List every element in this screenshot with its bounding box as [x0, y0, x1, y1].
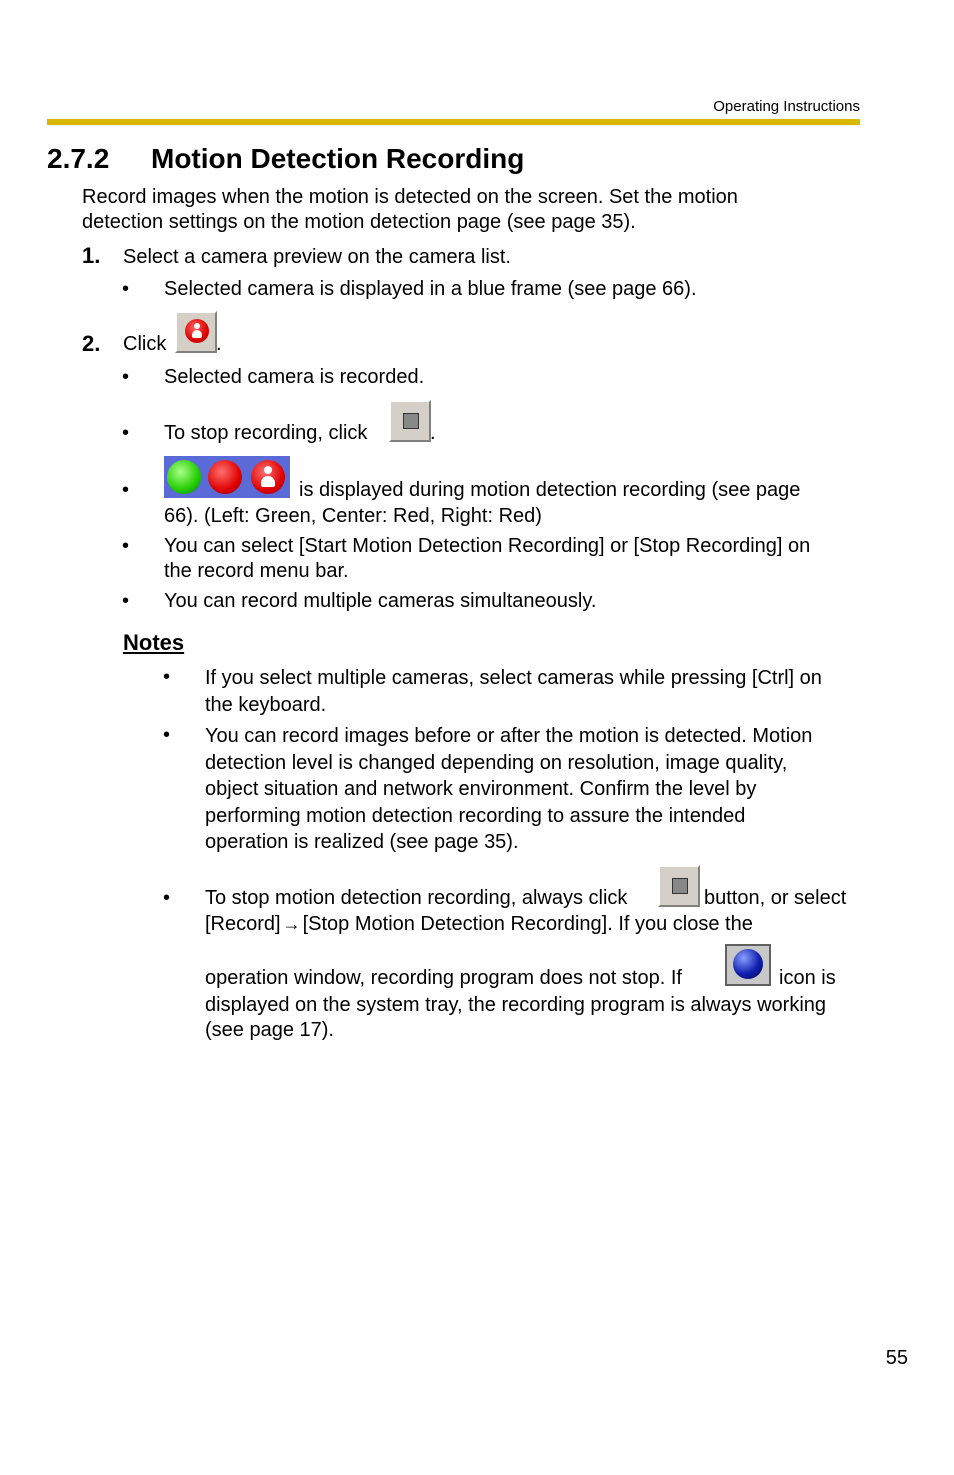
punctuation: . [430, 422, 436, 444]
note-text [205, 665, 822, 719]
bullet: • [122, 479, 130, 501]
punctuation: . [216, 333, 222, 355]
note-line: object situation and network environment. Confirm the level by [205, 778, 757, 800]
section-title [47, 143, 524, 175]
note-text: icon is [779, 967, 836, 989]
bullet-text: 66). (Left: Green, Center: Red, Right: Red) [164, 505, 542, 527]
bullet-text [164, 534, 810, 584]
note-line: If you select multiple cameras, select cameras while pressing [Ctrl] on [205, 667, 822, 689]
note-text [205, 723, 812, 856]
motion-record-status-icon [251, 460, 285, 494]
note-text: To stop motion detection recording, always click [205, 887, 628, 909]
note-line: (see page 17). [205, 1019, 334, 1041]
note-line: performing motion detection recording to assure the intended [205, 804, 746, 827]
header-rule [47, 119, 860, 125]
step-number: 2. [82, 331, 101, 356]
bullet-text: is displayed during motion detection recording (see page [299, 479, 801, 501]
intro-paragraph [82, 185, 862, 235]
intro-line: detection settings on the motion detection page (see page 35). [82, 211, 636, 233]
note-text: button, or select [704, 887, 847, 909]
note-line: detection level is changed depending on resolution, image quality, [205, 751, 788, 774]
page-number: 55 [885, 1347, 908, 1369]
step-click-text: Click [123, 333, 167, 355]
bullet: • [122, 366, 130, 388]
menu-stop-motion: [Stop Motion Detection Recording]. If you close the [302, 913, 753, 935]
note-line: You can record images before or after the motion is detected. Motion [205, 725, 813, 747]
bullet: • [122, 422, 130, 444]
red-status-icon [208, 460, 242, 494]
note-line: the keyboard. [205, 694, 327, 716]
bullet: • [163, 666, 171, 688]
stop-icon [389, 400, 431, 442]
note-line: displayed on the system tray, the recording program is always working [205, 994, 827, 1016]
note-text: operation window, recording program does not stop. If [205, 967, 682, 989]
stop-button[interactable] [389, 400, 431, 442]
section-number: 2.7.2 [47, 143, 110, 174]
bullet-text: Selected camera is recorded. [164, 366, 425, 388]
menu-record: [Record] [205, 913, 281, 935]
bullet: • [122, 590, 130, 612]
step-number: 1. [82, 243, 101, 268]
notes-heading: Notes [123, 630, 185, 655]
green-status-icon [167, 460, 201, 494]
bullet-line: You can select [Start Motion Detection Recording] or [Stop Recording] on [164, 535, 811, 557]
bullet: • [122, 535, 130, 557]
bullet: • [163, 724, 171, 746]
note-text [205, 912, 753, 937]
stop-button[interactable] [658, 865, 700, 907]
bullet: • [122, 278, 130, 300]
note-line: operation is realized (see page 35). [205, 831, 519, 853]
recording-status-icons [164, 456, 290, 498]
bullet: • [163, 887, 171, 909]
bullet-line: the record menu bar. [164, 560, 349, 582]
motion-record-icon [175, 311, 217, 353]
bullet-text: You can record multiple cameras simultaneously. [164, 590, 597, 612]
running-header: Operating Instructions [713, 98, 860, 115]
step-text: Select a camera preview on the camera list. [123, 246, 511, 268]
note-text [205, 993, 826, 1043]
bullet-text: Selected camera is displayed in a blue frame (see page 66). [164, 278, 697, 300]
bullet-text: To stop recording, click [164, 422, 368, 444]
section-title-text: Motion Detection Recording [151, 143, 525, 174]
recording-tray-icon [725, 944, 771, 986]
tray-icon [725, 944, 771, 986]
motion-record-button[interactable] [175, 311, 217, 353]
intro-line: Record images when the motion is detected on the screen. Set the motion [82, 186, 738, 208]
arrow-right-icon: → [282, 914, 301, 934]
stop-icon [658, 865, 700, 907]
